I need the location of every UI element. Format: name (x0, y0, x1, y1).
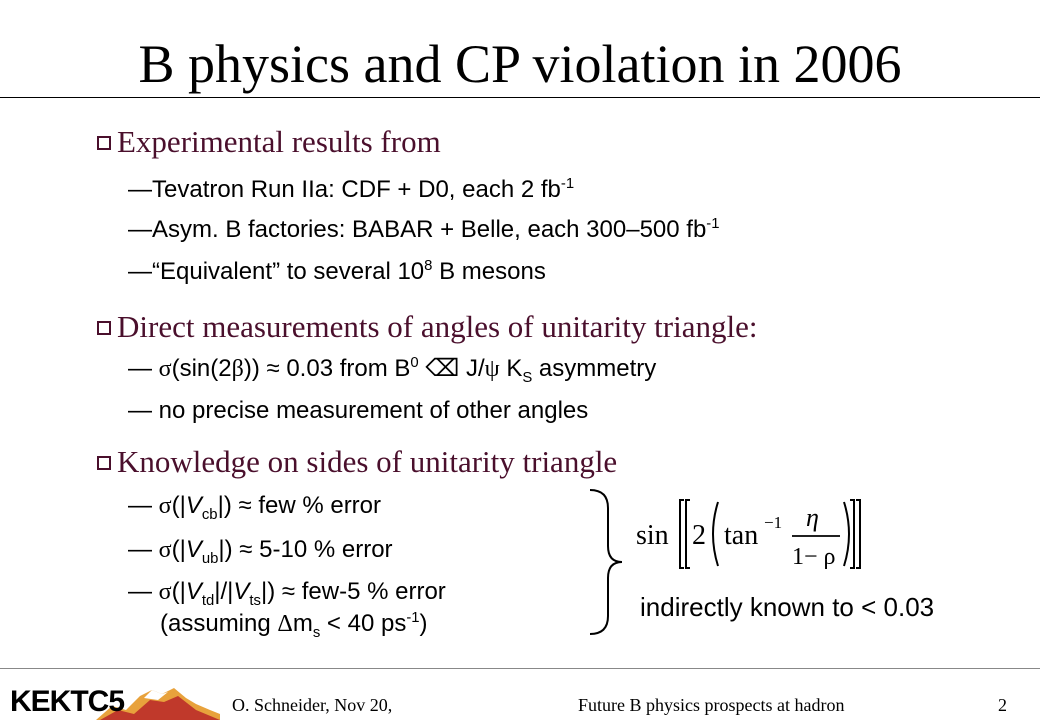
decay-arrow-icon: ⌫ (418, 355, 466, 382)
svg-text:1− ρ: 1− ρ (792, 544, 836, 570)
bullet-knowledge-sides (97, 444, 617, 480)
footer-author: O. Schneider, Nov 20, (232, 695, 393, 715)
slide-title: B physics and CP violation in 2006 (138, 34, 902, 94)
right-brace-icon (586, 488, 626, 636)
sub-item-vub: — $\sigma(|V_{ub}|) \approx 5-10$ % error (128, 536, 393, 567)
bullet-direct-measurements (97, 309, 757, 345)
sub-item-vcb: — $\sigma(|V_{cb}|)$ ≈ few % error (128, 492, 382, 523)
sub-item-sin2beta: — σ(sin(2β)) ≈ 0.03 from $B^0$ ⌫ J/ψ $K_S$ asymmetry (128, 355, 657, 386)
svg-text:sin: sin (636, 520, 669, 551)
bullet-text: Experimental results from (117, 124, 441, 159)
svg-text:2: 2 (692, 520, 706, 551)
footer-subject: Future B physics prospects at hadron (578, 695, 845, 715)
sub-item-bfactories: —Asym. B factories: BABAR + Belle, each 300–500 $fb^{-1}$ (128, 216, 720, 243)
sub-item-vtd-vts: — $\sigma(|V_{td}|/|V_{ts}|) \approx few-5$ % error (128, 578, 446, 609)
bullet-box-icon (97, 136, 111, 150)
svg-text:η: η (806, 503, 819, 532)
kektc5-logo (0, 684, 220, 720)
title-rule (0, 97, 1040, 98)
svg-text:tan: tan (724, 520, 759, 551)
sub-item-other-angles: — no precise measurement of other angles (128, 397, 589, 424)
sub-item-tevatron: —Tevatron Run IIa: CDF + D0, each 2 $fb^{-1}$ (128, 176, 575, 203)
svg-text:−1: −1 (764, 513, 783, 532)
bullet-box-icon (97, 321, 111, 335)
footer-page-number: 2 (998, 695, 1007, 715)
bullet-experimental (97, 124, 441, 160)
bullet-text: Knowledge on sides of unitarity triangle (117, 444, 618, 479)
sub-item-equivalent: —“Equivalent” to several $10^8$ B mesons (128, 258, 546, 285)
footer-rule (0, 668, 1040, 669)
angle-formula (636, 496, 866, 572)
indirect-note: indirectly known to < 0.03 (640, 592, 935, 622)
bullet-text: Direct measurements of angles of unitarity triangle: (117, 309, 758, 344)
logo-text: KEKTC5 (10, 685, 125, 718)
bullet-box-icon (97, 456, 111, 470)
sub-item-assuming: (assuming $\Delta m_s < 40$ $ps^{-1}$) (160, 610, 428, 641)
